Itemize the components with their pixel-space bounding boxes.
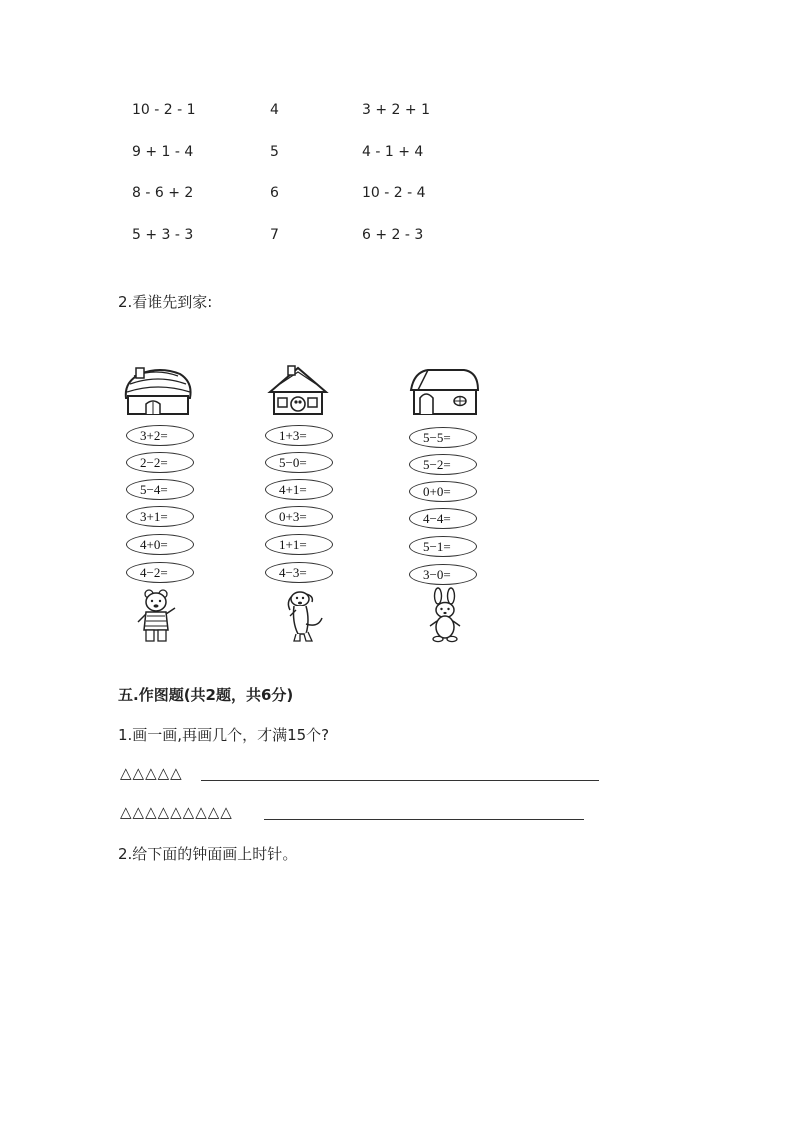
question-2-title: 2.看谁先到家: [118,293,213,311]
right-expression: 10 - 2 - 4 [362,185,426,201]
section-5-title: 五.作图题(共2题，共6分) [118,686,294,704]
triangle-row-2: △△△△△△△△△ [120,803,233,821]
middle-number: 6 [270,185,279,201]
left-expression: 9 + 1 - 4 [132,144,194,160]
equation-oval[interactable]: 4+1= [265,479,333,500]
dog-icon [284,588,330,644]
left-expression: 5 + 3 - 3 [132,227,194,243]
equation-oval[interactable]: 4−4= [409,508,477,529]
house-icon-round [120,364,195,419]
left-expression: 8 - 6 + 2 [132,185,194,201]
equation-oval[interactable]: 3−0= [409,564,477,585]
equation-oval[interactable]: 0+3= [265,506,333,527]
middle-number: 4 [270,102,279,118]
left-expression: 10 - 2 - 1 [132,102,196,118]
equation-oval[interactable]: 2−2= [126,452,194,473]
equation-oval[interactable]: 0+0= [409,481,477,502]
equation-oval[interactable]: 5−5= [409,427,477,448]
house-icon-small [266,364,330,418]
answer-line[interactable] [201,780,599,781]
equation-oval[interactable]: 5−4= [126,479,194,500]
bear-icon [135,588,179,644]
equation-oval[interactable]: 1+1= [265,534,333,555]
equation-oval[interactable]: 5−2= [409,454,477,475]
middle-number: 7 [270,227,279,243]
right-expression: 4 - 1 + 4 [362,144,424,160]
rabbit-icon [425,588,465,644]
question-1-text: 1.画一画,再画几个，才满15个? [118,726,330,744]
equation-oval[interactable]: 3+1= [126,506,194,527]
equation-oval[interactable]: 3+2= [126,425,194,446]
equation-oval[interactable]: 5−0= [265,452,333,473]
right-expression: 3 + 2 + 1 [362,102,430,118]
house-icon-window [408,364,480,420]
middle-number: 5 [270,144,279,160]
equation-oval[interactable]: 4+0= [126,534,194,555]
equation-oval[interactable]: 4−3= [265,562,333,583]
right-expression: 6 + 2 - 3 [362,227,424,243]
question-2-clock-text: 2.给下面的钟面画上时针。 [118,845,298,863]
triangle-row-1: △△△△△ [120,764,183,782]
equation-oval[interactable]: 1+3= [265,425,333,446]
equation-oval[interactable]: 5−1= [409,536,477,557]
equation-oval[interactable]: 4−2= [126,562,194,583]
answer-line[interactable] [264,819,584,820]
